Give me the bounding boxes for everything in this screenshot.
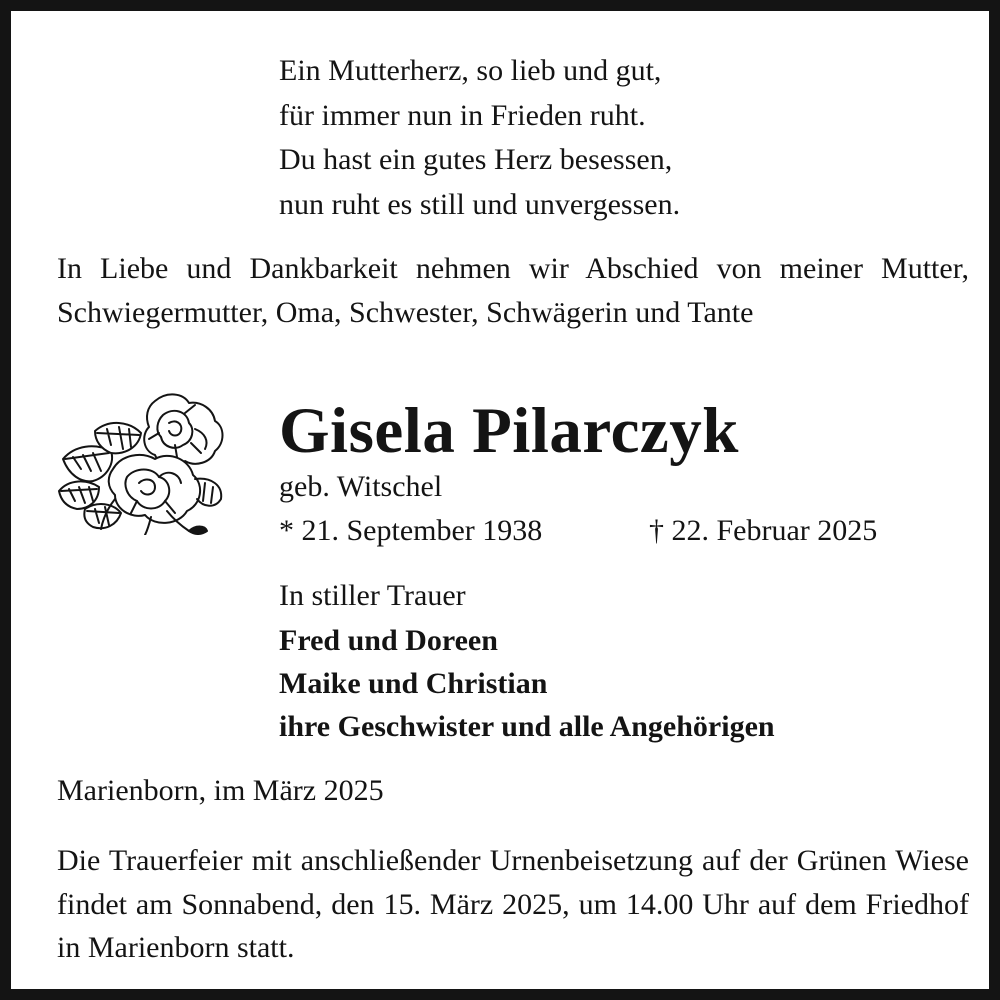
mourners-list (279, 619, 775, 748)
maiden-name: geb. Witschel (279, 470, 443, 503)
birth-date: * 21. September 1938 (279, 514, 543, 547)
mourner-entry: Fred und Doreen (279, 624, 498, 657)
farewell-intro: In Liebe und Dankbarkeit nehmen wir Abschied von meiner Mutter, Schwiegermutter, Oma, Schwester, Schwägerin und Tante (57, 252, 969, 329)
death-date: † 22. Februar 2025 (649, 514, 878, 547)
deceased-name: Gisela Pilarczyk (279, 395, 739, 467)
mourning-intro: In stiller Trauer (279, 579, 466, 612)
flower-bouquet-icon (55, 389, 231, 535)
poem-line-3: Du hast ein gutes Herz besessen, (279, 143, 673, 176)
memorial-poem (279, 49, 680, 227)
poem-line-2: für immer nun in Frieden ruht. (279, 98, 646, 132)
mourner-entry: Maike und Christian (279, 667, 548, 700)
poem-line-4: nun ruht es still und unvergessen. (279, 187, 681, 221)
funeral-service-info: Die Trauerfeier mit anschließender Urnenbeisetzung auf der Grünen Wiese findet am Sonnabend, den 15. März 2025, um 14.00 Uhr auf dem Friedhof in Marienborn statt. (57, 844, 969, 964)
poem-line-1: Ein Mutterherz, so lieb und gut, (279, 54, 662, 87)
place-and-date: Marienborn, im März 2025 (57, 774, 384, 807)
mourner-entry: ihre Geschwister und alle Angehörigen (279, 710, 775, 743)
